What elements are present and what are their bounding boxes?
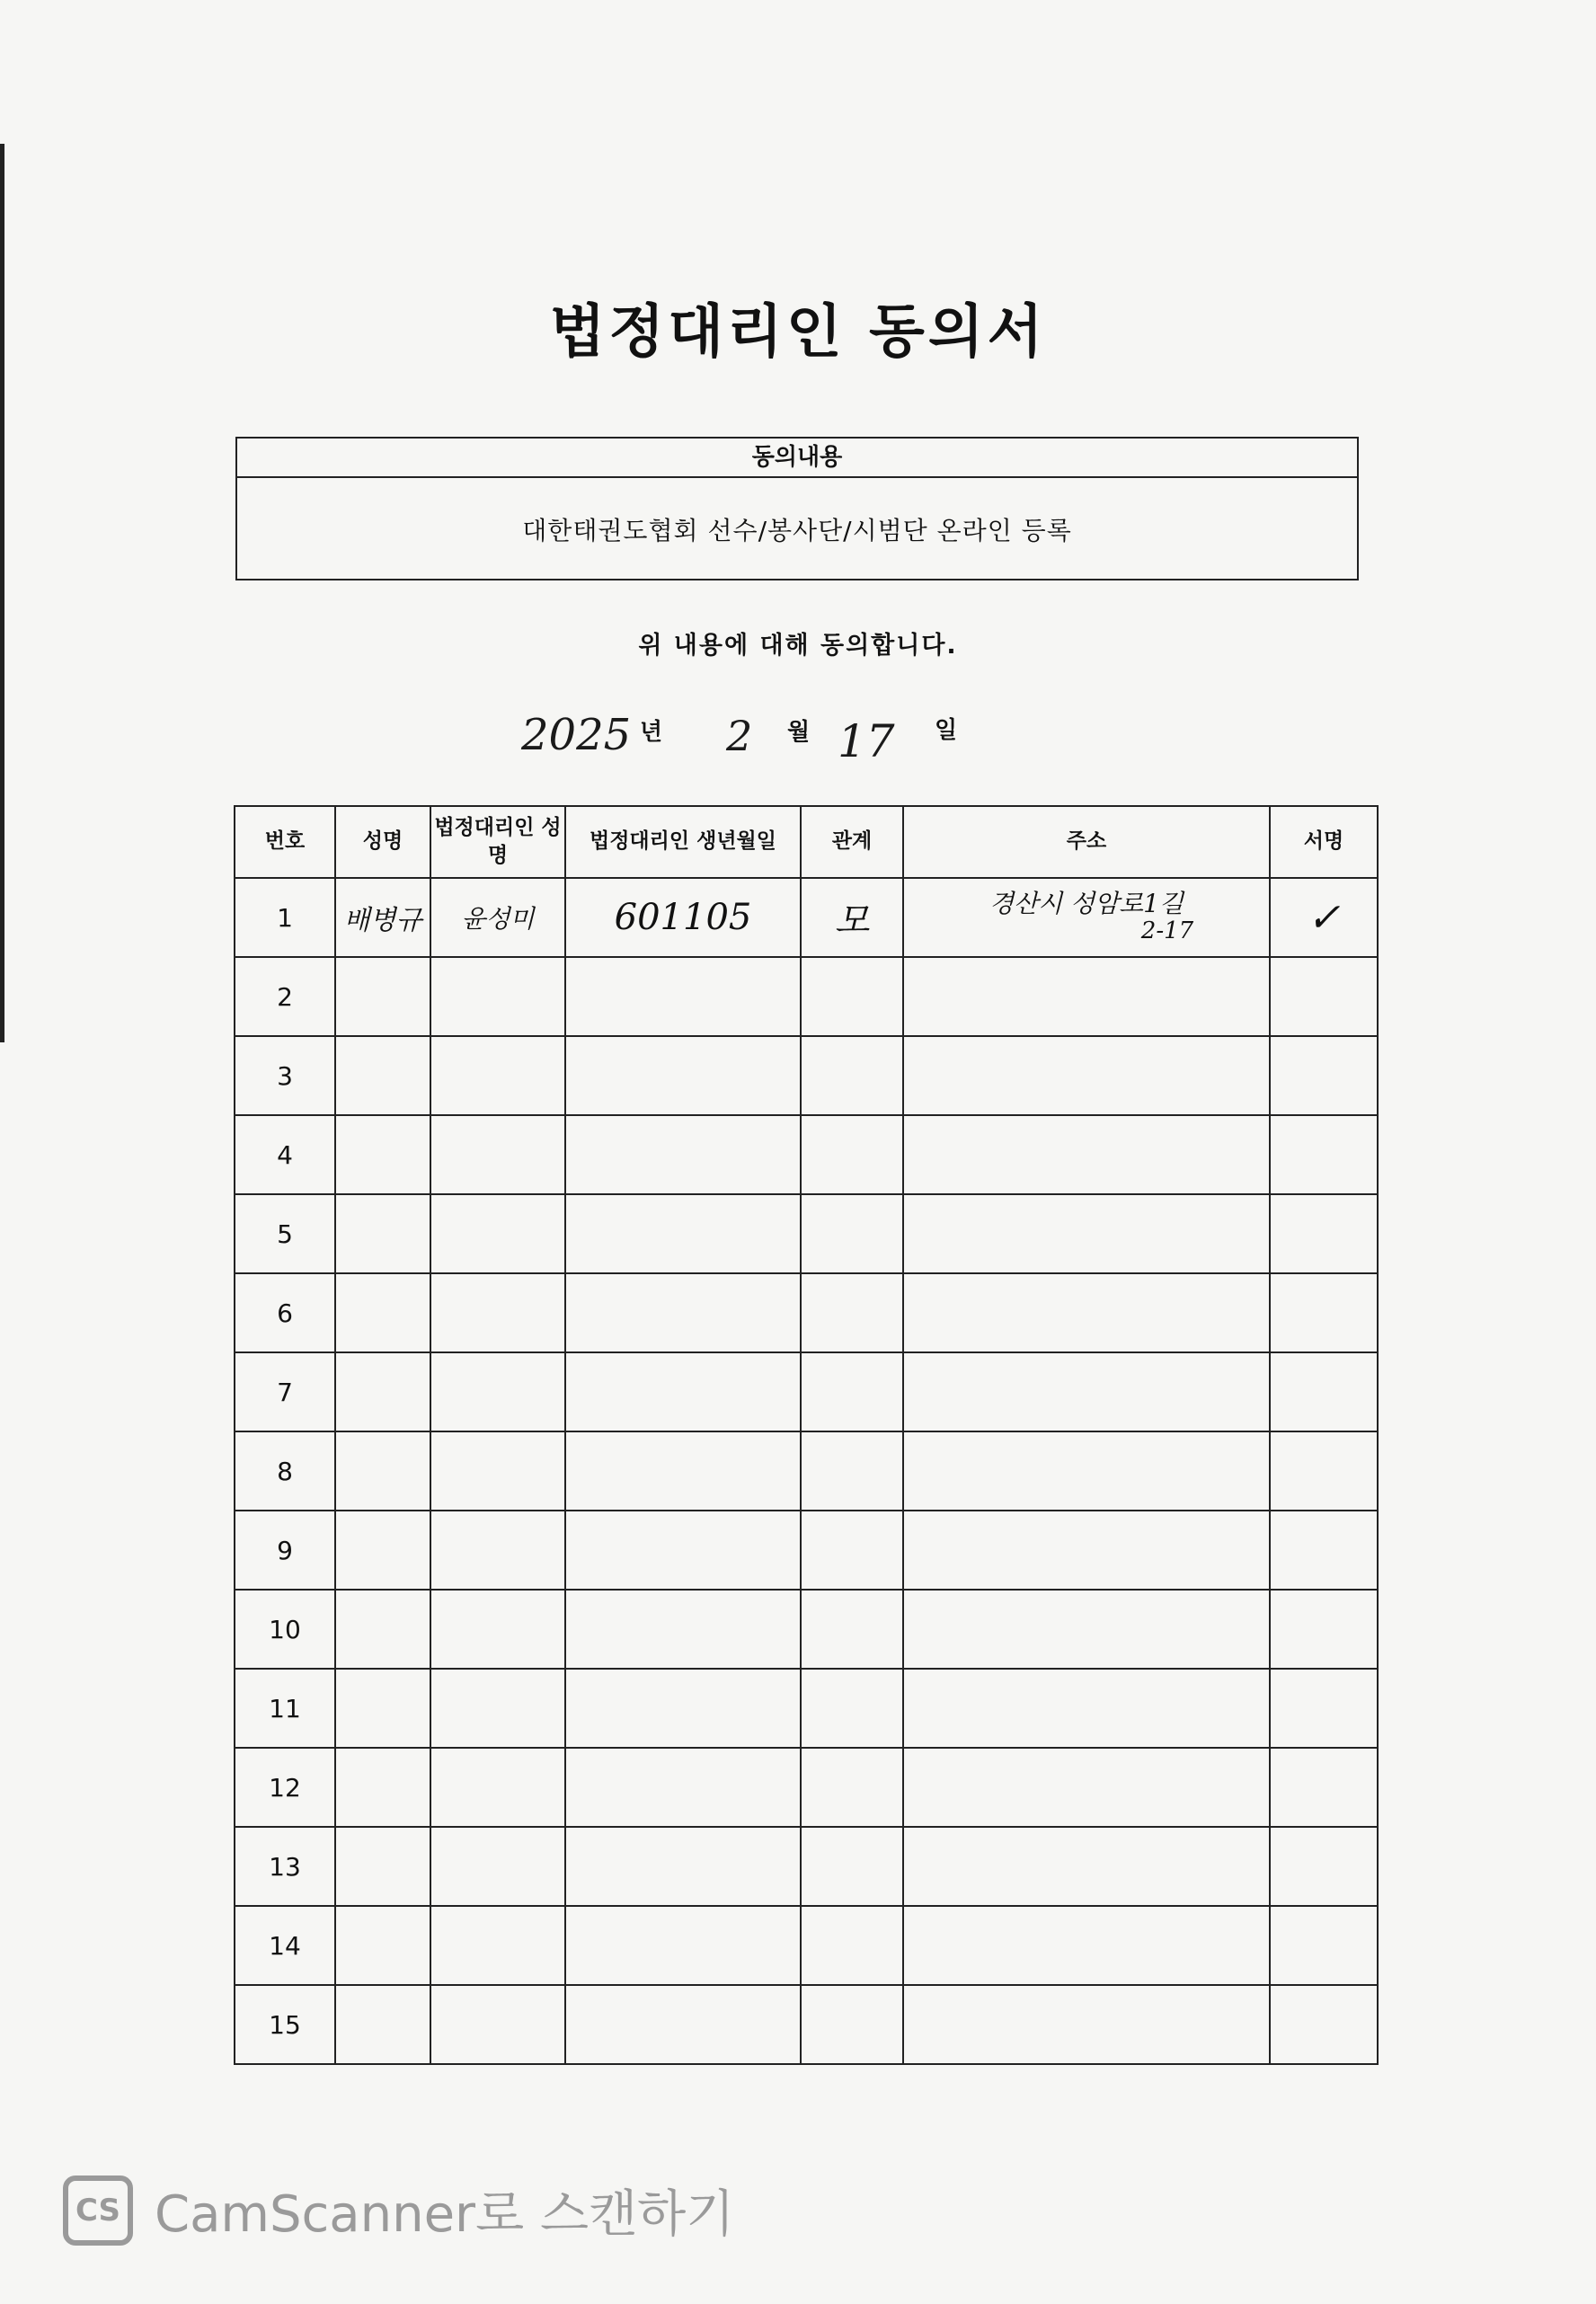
col-header-address: 주소: [903, 806, 1270, 878]
address-cell: [903, 1036, 1270, 1115]
row-number: 6: [235, 1273, 335, 1352]
date-line: [0, 701, 1596, 773]
date-month-label: 월: [787, 719, 811, 746]
agree-statement: 위 내용에 대해 동의합니다.: [638, 632, 958, 660]
guardian-name: [430, 1431, 565, 1511]
table-row: [235, 1194, 1378, 1273]
address-cell: [903, 1431, 1270, 1511]
table-row: [235, 1748, 1378, 1827]
date-day-label: 일: [935, 717, 958, 744]
relation: [801, 1194, 903, 1273]
roster-table: [234, 805, 1379, 2065]
address-cell: [903, 1273, 1270, 1352]
guardian-birthdate: [565, 1827, 801, 1906]
guardian-birthdate: [565, 1273, 801, 1352]
relation: [801, 1748, 903, 1827]
guardian-birthdate: [565, 957, 801, 1036]
table-row: [235, 957, 1378, 1036]
address-line-2: 2-17: [1140, 917, 1194, 945]
address-cell: [903, 1115, 1270, 1194]
row-number: 10: [235, 1590, 335, 1669]
signature: [1270, 1985, 1378, 2064]
date-month-handwritten: 2: [726, 712, 753, 760]
row-number: 8: [235, 1431, 335, 1511]
address-cell: [903, 1194, 1270, 1273]
address-line-1: 경산시 성암로1길: [989, 889, 1184, 919]
row-number: 9: [235, 1511, 335, 1590]
relation: [801, 1590, 903, 1669]
relation: [801, 1906, 903, 1985]
signature: [1270, 1906, 1378, 1985]
table-row: [235, 1906, 1378, 1985]
guardian-name: 윤성미: [430, 878, 565, 957]
participant-name: [335, 1273, 430, 1352]
participant-name: [335, 1748, 430, 1827]
row-number: 5: [235, 1194, 335, 1273]
table-row: [235, 1827, 1378, 1906]
guardian-name: [430, 957, 565, 1036]
signature: [1270, 1748, 1378, 1827]
table-row: [235, 1431, 1378, 1511]
date-year-label: 년: [640, 719, 663, 746]
row-number: 4: [235, 1115, 335, 1194]
relation: [801, 1511, 903, 1590]
col-header-guardian-name: 법정대리인 성명: [430, 806, 565, 878]
guardian-birthdate: [565, 1115, 801, 1194]
table-row: [235, 1669, 1378, 1748]
participant-name: [335, 1590, 430, 1669]
table-row: [235, 878, 1378, 957]
guardian-birthdate: [565, 1669, 801, 1748]
col-header-signature: 서명: [1270, 806, 1378, 878]
signature: ✓: [1270, 878, 1378, 957]
address-cell: [903, 1590, 1270, 1669]
camscanner-watermark: [63, 2175, 734, 2246]
consent-body: 대한태권도협회 선수/봉사단/시범단 온라인 등록: [522, 516, 1072, 545]
document-title: 법정대리인 동의서: [549, 299, 1047, 366]
guardian-name: [430, 1273, 565, 1352]
date-year-handwritten: 2025: [521, 710, 632, 760]
signature: [1270, 957, 1378, 1036]
address-cell: [903, 1748, 1270, 1827]
relation: [801, 957, 903, 1036]
guardian-name: [430, 1036, 565, 1115]
consent-box: [235, 437, 1359, 580]
row-number: 11: [235, 1669, 335, 1748]
guardian-birthdate: [565, 1352, 801, 1431]
row-number: 12: [235, 1748, 335, 1827]
participant-name: [335, 1511, 430, 1590]
guardian-name: [430, 1906, 565, 1985]
signature: [1270, 1431, 1378, 1511]
guardian-birthdate: [565, 1431, 801, 1511]
address-cell: [903, 1985, 1270, 2064]
row-number: 7: [235, 1352, 335, 1431]
table-row: [235, 1273, 1378, 1352]
row-number: 13: [235, 1827, 335, 1906]
table-row: [235, 1115, 1378, 1194]
address-cell: [903, 1352, 1270, 1431]
signature: [1270, 1194, 1378, 1273]
col-header-relation: 관계: [801, 806, 903, 878]
guardian-name: [430, 1669, 565, 1748]
camscanner-logo-icon: CS: [63, 2176, 133, 2246]
address-cell: [903, 1906, 1270, 1985]
guardian-birthdate: [565, 1748, 801, 1827]
signature: [1270, 1511, 1378, 1590]
table-row: [235, 1036, 1378, 1115]
row-number: 2: [235, 957, 335, 1036]
participant-name: [335, 1827, 430, 1906]
table-header-row: [235, 806, 1378, 878]
consent-header: 동의내용: [237, 439, 1357, 478]
relation: [801, 1827, 903, 1906]
guardian-name: [430, 1352, 565, 1431]
guardian-name: [430, 1194, 565, 1273]
participant-name: 배병규: [335, 878, 430, 957]
participant-name: [335, 1669, 430, 1748]
signature: [1270, 1827, 1378, 1906]
guardian-name: [430, 1985, 565, 2064]
col-header-guardian-birthdate: 법정대리인 생년월일: [565, 806, 801, 878]
guardian-birthdate: 601105: [565, 878, 801, 957]
col-header-number: 번호: [235, 806, 335, 878]
participant-name: [335, 1431, 430, 1511]
address-cell: [903, 957, 1270, 1036]
guardian-birthdate: [565, 1511, 801, 1590]
address-cell: [903, 1827, 1270, 1906]
relation: [801, 1985, 903, 2064]
table-row: [235, 1352, 1378, 1431]
row-number: 15: [235, 1985, 335, 2064]
guardian-name: [430, 1827, 565, 1906]
row-number: 14: [235, 1906, 335, 1985]
relation: [801, 1431, 903, 1511]
participant-name: [335, 1985, 430, 2064]
participant-name: [335, 1194, 430, 1273]
guardian-birthdate: [565, 1985, 801, 2064]
participant-name: [335, 1036, 430, 1115]
relation: [801, 1036, 903, 1115]
address-cell: [903, 1511, 1270, 1590]
watermark-text: CamScanner로 스캔하기: [155, 2185, 735, 2244]
relation: [801, 1115, 903, 1194]
signature: [1270, 1273, 1378, 1352]
signature: [1270, 1115, 1378, 1194]
col-header-name: 성명: [335, 806, 430, 878]
signature: [1270, 1590, 1378, 1669]
guardian-name: [430, 1511, 565, 1590]
relation: [801, 1352, 903, 1431]
participant-name: [335, 957, 430, 1036]
relation: 모: [801, 878, 903, 957]
relation: [801, 1273, 903, 1352]
guardian-name: [430, 1115, 565, 1194]
row-number: 3: [235, 1036, 335, 1115]
page-left-edge: [0, 144, 4, 1042]
table-row: [235, 1511, 1378, 1590]
participant-name: [335, 1352, 430, 1431]
guardian-name: [430, 1590, 565, 1669]
signature: [1270, 1669, 1378, 1748]
table-row: [235, 1590, 1378, 1669]
participant-name: [335, 1906, 430, 1985]
address-cell: [903, 1669, 1270, 1748]
signature: [1270, 1352, 1378, 1431]
guardian-birthdate: [565, 1906, 801, 1985]
signature: [1270, 1036, 1378, 1115]
guardian-birthdate: [565, 1036, 801, 1115]
participant-name: [335, 1115, 430, 1194]
relation: [801, 1669, 903, 1748]
guardian-birthdate: [565, 1194, 801, 1273]
guardian-birthdate: [565, 1590, 801, 1669]
date-day-handwritten: 17: [838, 715, 895, 767]
table-row: [235, 1985, 1378, 2064]
address-cell: [903, 878, 1270, 957]
row-number: 1: [235, 878, 335, 957]
guardian-name: [430, 1748, 565, 1827]
